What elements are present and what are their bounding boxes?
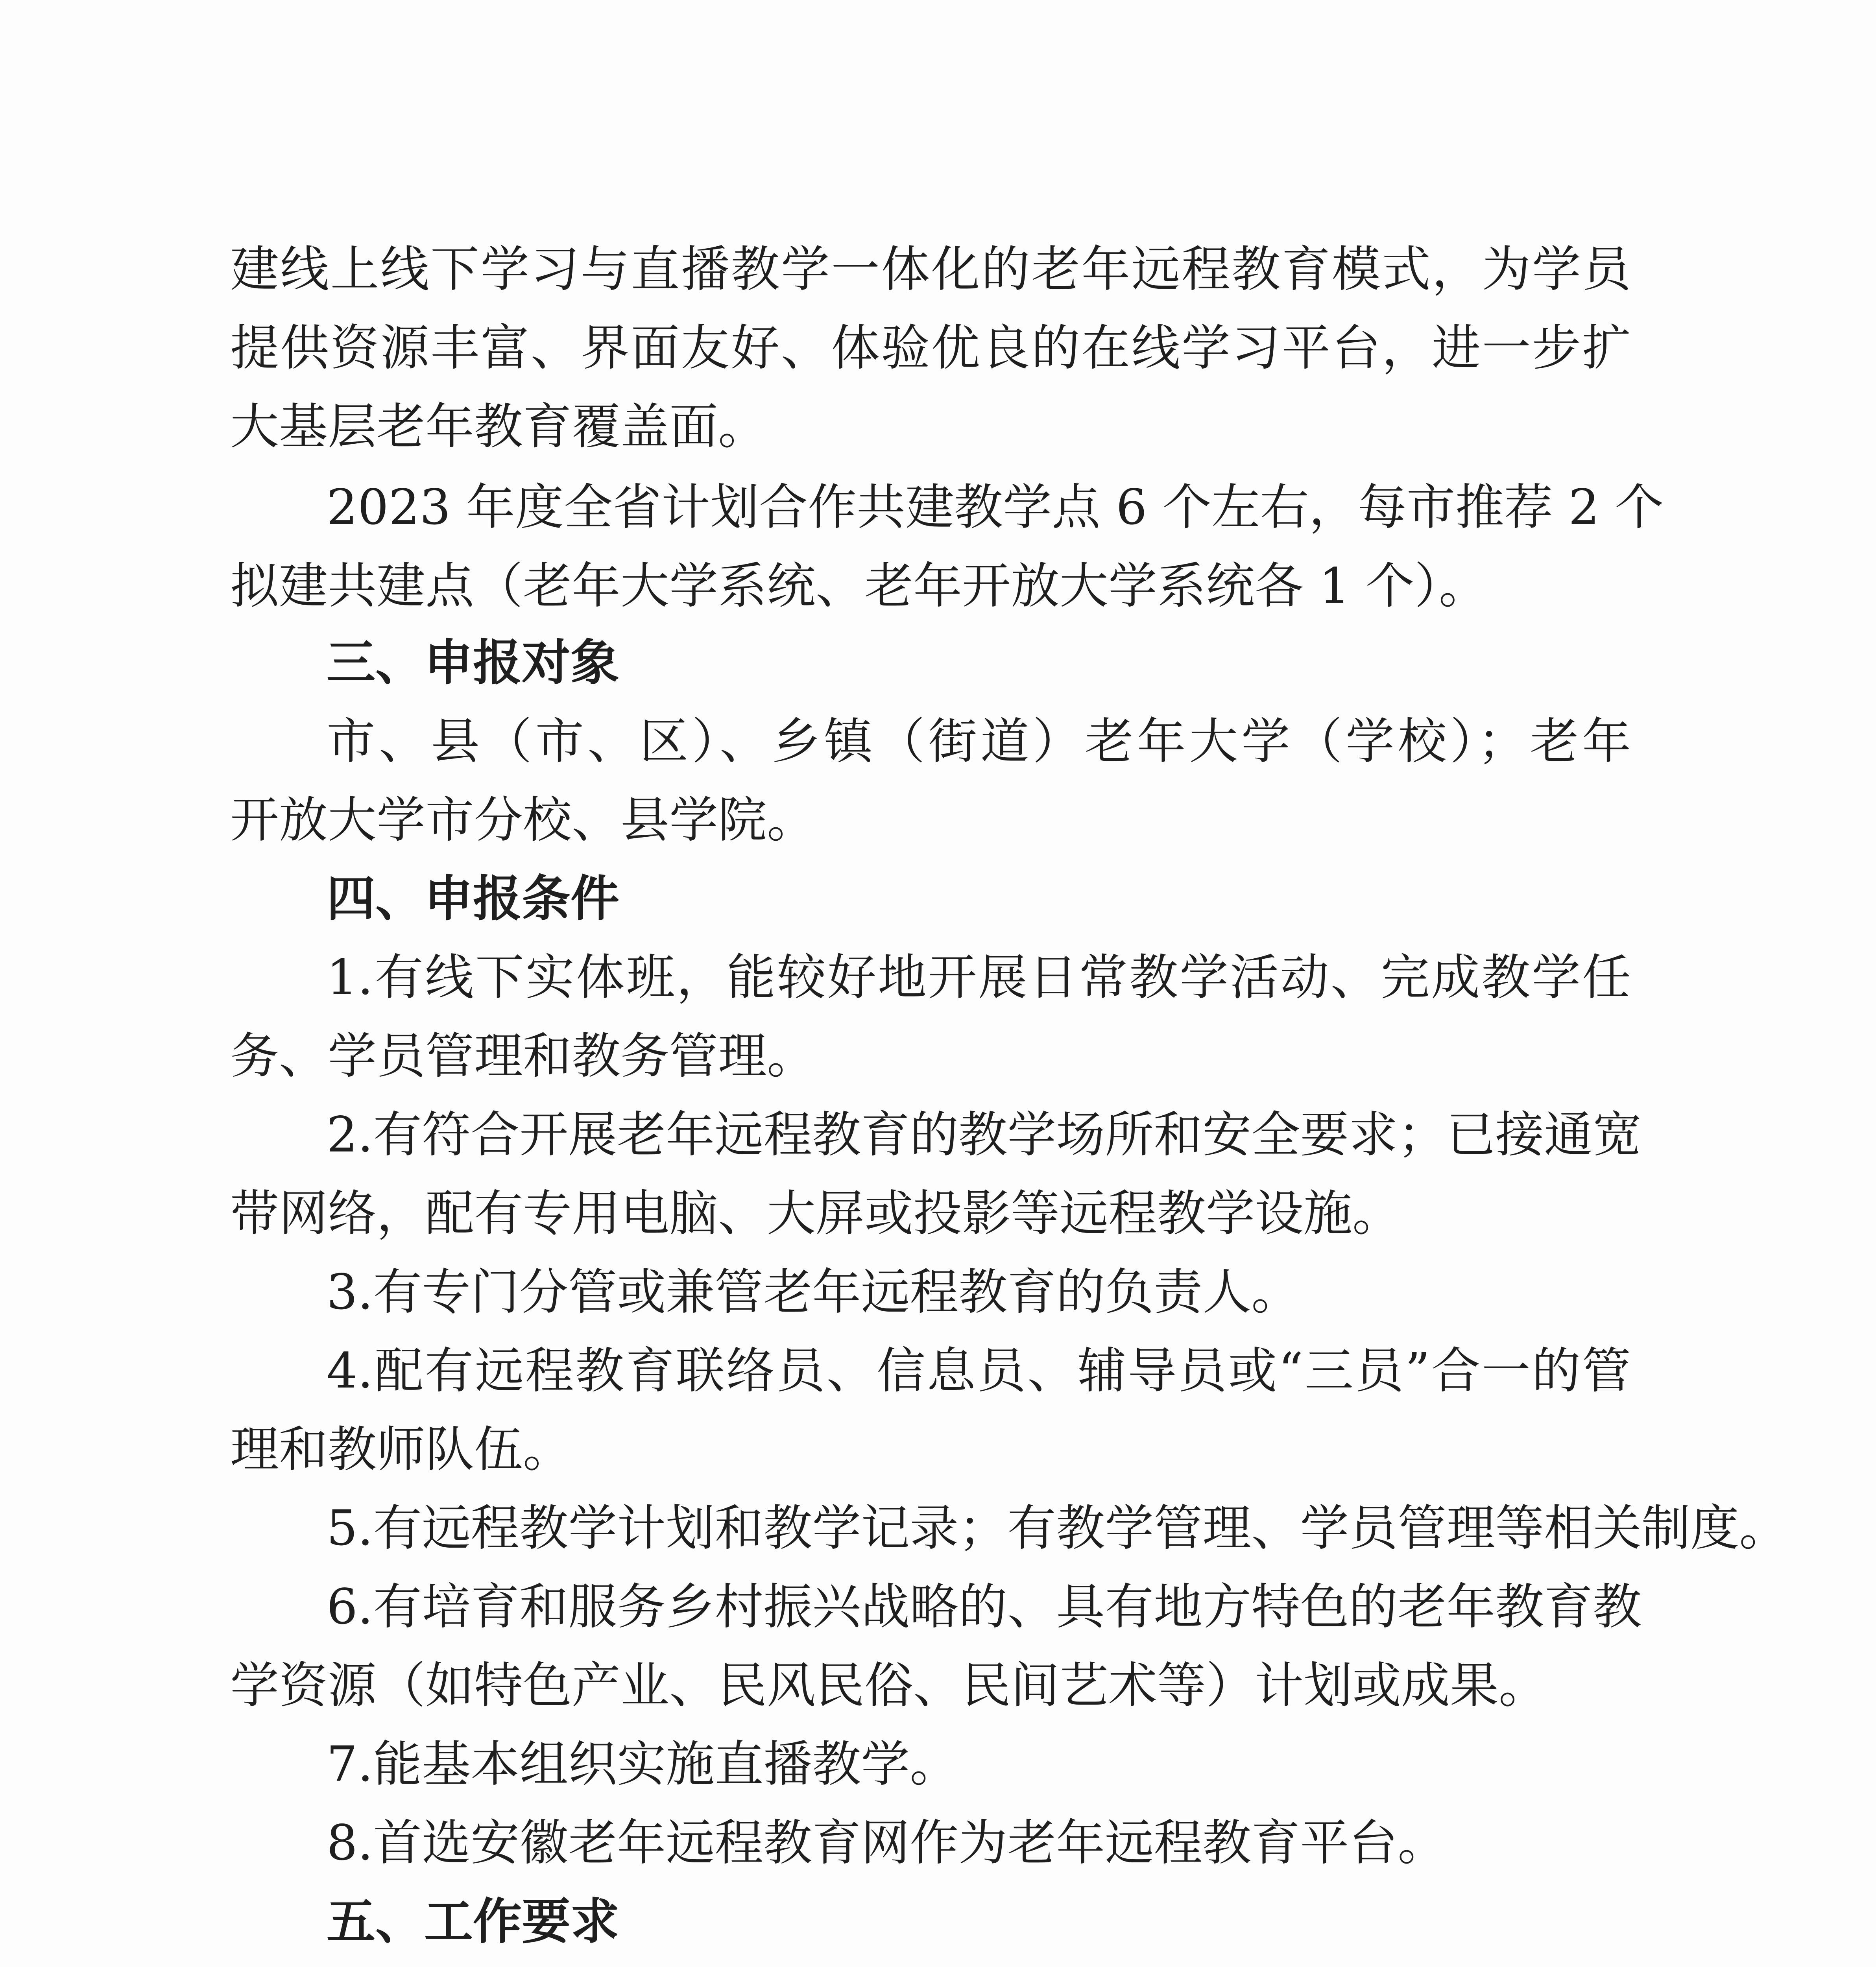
body-text-line: 开放大学市分校、县学院。 xyxy=(230,792,816,849)
body-text-line: 2.有符合开展老年远程教育的教学场所和安全要求；已接通宽 xyxy=(327,1107,1642,1163)
body-text-line: 带网络，配有专用电脑、大屏或投影等远程教学设施。 xyxy=(230,1185,1401,1242)
body-text-line: 提供资源丰富、界面友好、体验优良的在线学习平台，进一步扩 xyxy=(230,320,1631,376)
body-text-line: 学资源（如特色产业、民风民俗、民间艺术等）计划或成果。 xyxy=(230,1657,1548,1714)
body-text-line: 大基层老年教育覆盖面。 xyxy=(230,399,767,455)
section-heading-conditions: 四、申报条件 xyxy=(327,871,620,927)
body-text-line: 1.有线下实体班，能较好地开展日常教学活动、完成教学任 xyxy=(327,949,1631,1006)
body-text-line: 6.有培育和服务乡村振兴战略的、具有地方特色的老年教育教 xyxy=(327,1579,1642,1635)
body-text-line: 7.能基本组织实施直播教学。 xyxy=(327,1736,959,1793)
body-text-line: 理和教师队伍。 xyxy=(230,1421,572,1478)
body-text-line: 务、学员管理和教务管理。 xyxy=(230,1028,816,1085)
body-text-line: 8.首选安徽老年远程教育网作为老年远程教育平台。 xyxy=(327,1815,1447,1871)
section-heading-requirements: 五、工作要求 xyxy=(327,1893,620,1950)
body-text-line: 拟建共建点（老年大学系统、老年开放大学系统各 1 个）。 xyxy=(230,558,1488,614)
body-text-line: 市、县（市、区）、乡镇（街道）老年大学（学校）；老年 xyxy=(327,713,1631,770)
body-text-line: 建线上线下学习与直播教学一体化的老年远程教育模式，为学员 xyxy=(230,241,1631,298)
body-text-line: 5.有远程教学计划和教学记录；有教学管理、学员管理等相关制度。 xyxy=(327,1500,1788,1557)
body-text-line: 3.有专门分管或兼管老年远程教育的负责人。 xyxy=(327,1264,1300,1321)
body-text-line: 2023 年度全省计划合作共建教学点 6 个左右，每市推荐 2 个 xyxy=(327,479,1664,536)
section-heading-applicants: 三、申报对象 xyxy=(327,635,620,691)
body-text-line: 4.配有远程教育联络员、信息员、辅导员或“三员”合一的管 xyxy=(327,1343,1631,1399)
